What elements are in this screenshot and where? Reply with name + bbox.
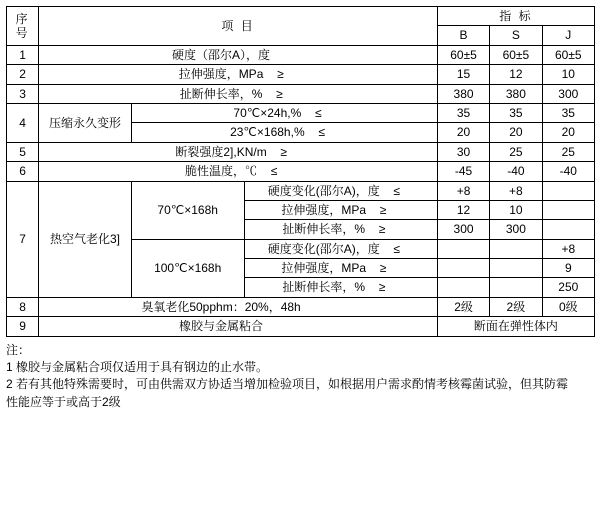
row-condition-label: 70℃×168h xyxy=(131,181,244,239)
row-group-label: 热空气老化3] xyxy=(39,181,132,297)
row-subitem-operator: ≥ xyxy=(378,280,386,295)
row-subitem-text: 硬度变化(邵尔A)，度 xyxy=(267,241,380,256)
row-value-b xyxy=(437,278,489,297)
row-no: 2 xyxy=(7,65,39,84)
row-value-b: -45 xyxy=(437,162,489,181)
row-item-text: 断裂强度2],KN/m xyxy=(175,144,267,159)
row-subitem xyxy=(244,278,437,297)
table-header-row-1 xyxy=(7,7,595,26)
row-value-j: 250 xyxy=(542,278,594,297)
row-subitem-operator: ≥ xyxy=(378,222,386,237)
row-value-b: 2级 xyxy=(437,297,489,316)
row-item-text: 硬度（邵尔A），度 xyxy=(172,47,271,62)
notes-title: 注： xyxy=(6,342,31,357)
row-subitem-text: 硬度变化(邵尔A)，度 xyxy=(267,183,380,198)
row-item-text: 拉伸强度，MPa xyxy=(178,67,264,82)
row-item-text: 扯断伸长率，% xyxy=(179,86,263,101)
specification-table xyxy=(6,6,595,337)
row-subitem-text: 拉伸强度，MPa xyxy=(281,261,367,276)
row-item-operator: ≥ xyxy=(277,67,284,82)
header-col-j: J xyxy=(542,26,594,45)
row-item-operator: ≤ xyxy=(270,164,278,179)
row-subitem-text: 23℃×168h,% xyxy=(230,125,305,140)
row-subitem-text: 扯断伸长率，% xyxy=(282,222,366,237)
row-item xyxy=(39,45,438,64)
row-value-s: +8 xyxy=(490,181,542,200)
row-no: 5 xyxy=(7,142,39,161)
notes-line-2: 2 若有其他特殊需要时，可由供需双方协适当增加检验项目，如根据用户需求酌情考核霉菌试验，但其防霉 xyxy=(6,377,569,392)
row-value-s xyxy=(490,278,542,297)
row-value-j: -40 xyxy=(542,162,594,181)
header-item: 项 目 xyxy=(39,7,438,46)
row-value-b: 12 xyxy=(437,200,489,219)
row-subitem-text: 70℃×24h,% xyxy=(233,105,302,120)
row-item-text: 脆性温度，℃ xyxy=(185,164,258,179)
table-row xyxy=(7,84,595,103)
row-subitem xyxy=(244,181,437,200)
row-no: 8 xyxy=(7,297,39,316)
row-value-j: 25 xyxy=(542,142,594,161)
row-value-j xyxy=(542,220,594,239)
row-subitem xyxy=(131,103,437,122)
row-value-s: 35 xyxy=(490,103,542,122)
row-subitem-operator: ≤ xyxy=(393,241,401,256)
row-value-b: 300 xyxy=(437,220,489,239)
row-value-s: 12 xyxy=(490,65,542,84)
header-col-s: S xyxy=(490,26,542,45)
row-value-j: 9 xyxy=(542,259,594,278)
row-value-s: -40 xyxy=(490,162,542,181)
row-subitem-text: 拉伸强度，MPa xyxy=(281,202,367,217)
row-item-operator: ≥ xyxy=(280,144,287,159)
table-row xyxy=(7,181,595,200)
row-value-b: 35 xyxy=(437,103,489,122)
row-no: 4 xyxy=(7,103,39,142)
row-subitem xyxy=(244,220,437,239)
row-value-b: 30 xyxy=(437,142,489,161)
row-value-merged: 断面在弹性体内 xyxy=(437,317,594,336)
header-no: 序 号 xyxy=(7,7,39,46)
table-row xyxy=(7,65,595,84)
table-row xyxy=(7,103,595,122)
row-subitem-operator: ≥ xyxy=(379,261,387,276)
notes-block xyxy=(6,342,595,412)
row-subitem xyxy=(131,123,437,142)
row-condition-label: 100℃×168h xyxy=(131,239,244,297)
row-value-j: 10 xyxy=(542,65,594,84)
row-value-s: 380 xyxy=(490,84,542,103)
row-value-s: 60±5 xyxy=(490,45,542,64)
notes-line-1: 1 橡胶与金属粘合项仅适用于具有钢边的止水带。 xyxy=(6,360,269,375)
row-value-b: 380 xyxy=(437,84,489,103)
table-row xyxy=(7,142,595,161)
row-subitem xyxy=(244,259,437,278)
row-subitem-operator: ≤ xyxy=(393,183,401,198)
row-value-j xyxy=(542,200,594,219)
row-item xyxy=(39,142,438,161)
row-value-j: +8 xyxy=(542,239,594,258)
row-value-s: 10 xyxy=(490,200,542,219)
row-no: 9 xyxy=(7,317,39,336)
row-value-j: 20 xyxy=(542,123,594,142)
row-value-j: 60±5 xyxy=(542,45,594,64)
row-group-label: 压缩永久变形 xyxy=(39,103,132,142)
row-item-operator: ≥ xyxy=(276,86,283,101)
row-value-b: 15 xyxy=(437,65,489,84)
row-subitem-operator: ≤ xyxy=(318,125,325,140)
table-row xyxy=(7,297,595,316)
row-value-j: 300 xyxy=(542,84,594,103)
row-value-j: 0级 xyxy=(542,297,594,316)
row-value-b xyxy=(437,239,489,258)
table-row xyxy=(7,162,595,181)
row-item xyxy=(39,317,438,336)
row-value-s: 300 xyxy=(490,220,542,239)
header-index: 指 标 xyxy=(437,7,594,26)
row-value-b: 20 xyxy=(437,123,489,142)
row-subitem xyxy=(244,200,437,219)
row-value-b: 60±5 xyxy=(437,45,489,64)
row-value-b: +8 xyxy=(437,181,489,200)
row-item xyxy=(39,162,438,181)
row-value-j: 35 xyxy=(542,103,594,122)
row-no: 7 xyxy=(7,181,39,297)
row-value-s: 25 xyxy=(490,142,542,161)
row-value-s xyxy=(490,239,542,258)
row-no: 6 xyxy=(7,162,39,181)
row-value-s: 20 xyxy=(490,123,542,142)
row-item-text: 橡胶与金属粘合 xyxy=(179,319,264,334)
header-col-b: B xyxy=(437,26,489,45)
row-item-text: 臭氧老化50pphm：20%，48h xyxy=(141,299,301,314)
notes-line-3: 性能应等于或高于2级 xyxy=(6,394,121,409)
row-subitem-operator: ≥ xyxy=(379,202,387,217)
row-no: 1 xyxy=(7,45,39,64)
row-value-j xyxy=(542,181,594,200)
row-value-b xyxy=(437,259,489,278)
row-no: 3 xyxy=(7,84,39,103)
table-row xyxy=(7,317,595,336)
row-item xyxy=(39,297,438,316)
row-subitem-text: 扯断伸长率，% xyxy=(282,280,366,295)
row-item xyxy=(39,84,438,103)
row-subitem-operator: ≤ xyxy=(314,105,322,120)
table-row xyxy=(7,45,595,64)
row-item xyxy=(39,65,438,84)
row-value-s xyxy=(490,259,542,278)
row-value-s: 2级 xyxy=(490,297,542,316)
row-subitem xyxy=(244,239,437,258)
